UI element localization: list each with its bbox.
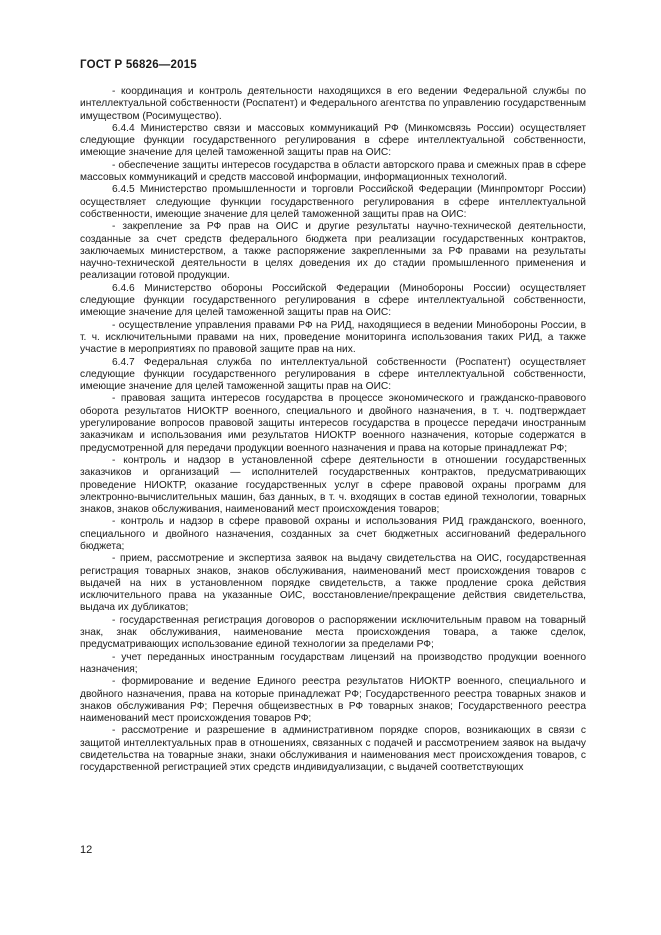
paragraph: - осуществление управления правами РФ на РИД, находящиеся в ведении Минобороны России, в т. ч. исключительными правами на них, проведение мониторинга использования таких РИД, а также участие в мероприятиях по правовой защите прав на них. <box>80 319 586 356</box>
paragraph: - контроль и надзор в сфере правовой охраны и использования РИД гражданского, военного, специального и двойного назначения, созданных за счет бюджетных ассигнований федерального бюджета; <box>80 516 586 552</box>
standard-header: ГОСТ Р 56826—2015 <box>80 59 197 71</box>
document-body <box>80 86 586 775</box>
paragraph: - учет переданных иностранным государствам лицензий на производство продукции военного назначения; <box>80 651 586 675</box>
paragraph: - правовая защита интересов государства в процессе экономического и гражданско-правового оборота результатов НИОКТР военного, специального и двойного назначения, в т. ч. подтверждает урегулирование вопросов правовой защиты интересов государства в процессе передачи иностранным заказчикам и использования ими результатов НИОКТР военного назначения, которые содержатся в предусмотренной для передачи продукции военного назначения и права на которые принадлежат РФ; <box>80 393 586 454</box>
paragraph: - контроль и надзор в установленной сфере деятельности в отношении государственных заказчиков и организаций — исполнителей государственных контрактов, предусматривающих проведение НИОКТР, оказание государственных услуг в сфере правовой охраны программ для электронно-вычислительных машин, баз данных, в т. ч. входящих в состав единой технологии, товарных знаков, знаков обслуживания, наименований мест происхождения товаров; <box>80 454 586 516</box>
paragraph: - формирование и ведение Единого реестра результатов НИОКТР военного, специального и двойного назначения, права на которые принадлежат РФ; Государственного реестра товарных знаков и знаков обслуживания РФ; Перечня общеизвестных в РФ товарных знаков; Государственного реестра наименований мест происхождения товаров РФ; <box>80 676 586 725</box>
paragraph: 6.4.7 Федеральная служба по интеллектуальной собственности (Роспатент) осуществляет следующие функции государственного регулирования в сфере интеллектуальной собственности, имеющие значение для целей таможенной защиты прав на ОИС: <box>80 356 586 393</box>
paragraph: - государственная регистрация договоров о распоряжении исключительным правом на товарный знак, знак обслуживания, наименование места происхождения товара, а также сделок, предусматривающих использование единой технологии за пределами РФ; <box>80 614 586 651</box>
paragraph: - координация и контроль деятельности находящихся в его ведении Федеральной службы по интеллектуальной собственности (Роспатент) и Федерального агентства по управлению государственным имуществом (Росимущество). <box>80 86 586 122</box>
page-number: 12 <box>80 844 93 856</box>
paragraph: 6.4.4 Министерство связи и массовых коммуникаций РФ (Минкомсвязь России) осуществляет следующие функции государственного регулирования в сфере интеллектуальной собственности, имеющие значение для целей таможенной защиты прав на ОИС: <box>80 122 586 159</box>
paragraph: 6.4.6 Министерство обороны Российской Федерации (Минобороны России) осуществляет следующие функции государственного регулирования в сфере интеллектуальной собственности, имеющие значение для целей таможенной защиты прав на ОИС: <box>80 282 586 319</box>
paragraph: - рассмотрение и разрешение в административном порядке споров, возникающих в связи с защитой интеллектуальных прав в отношениях, связанных с подачей и рассмотрением заявок на выдачу свидетельства на товарные знаки, знаки обслуживания и наименования мест происхождения товаров, с государственной регистрацией этих средств индивидуализации, с выдачей соответствующих <box>80 725 586 774</box>
paragraph: - обеспечение защиты интересов государства в области авторского права и смежных прав в сфере массовых коммуникаций и средств массовой информации, информационных технологий. <box>80 159 586 184</box>
paragraph: 6.4.5 Министерство промышленности и торговли Российской Федерации (Минпромторг России) осуществляет следующие функции государственного регулирования в сфере интеллектуальной собственности, имеющие значение для целей таможенной защиты прав на ОИС: <box>80 184 586 220</box>
paragraph: - прием, рассмотрение и экспертиза заявок на выдачу свидетельства на ОИС, государственная регистрация товарных знаков, знаков обслуживания, наименований мест происхождения товаров с выдачей на них в установленном порядке свидетельств, а также продление срока действия исключительного права на указанные ОИС, восстановление/прекращение действия свидетельства, выдача их дубликатов; <box>80 553 586 614</box>
paragraph: - закрепление за РФ прав на ОИС и другие результаты научно-технической деятельности, созданные за счет средств федерального бюджета при реализации государственных контрактов, заключаемых министерством, а также распоряжение закрепленными за РФ правами на результаты научно-технической деятельности в целях доведения их до стадии промышленного применения и реализации готовой продукции. <box>80 221 586 282</box>
